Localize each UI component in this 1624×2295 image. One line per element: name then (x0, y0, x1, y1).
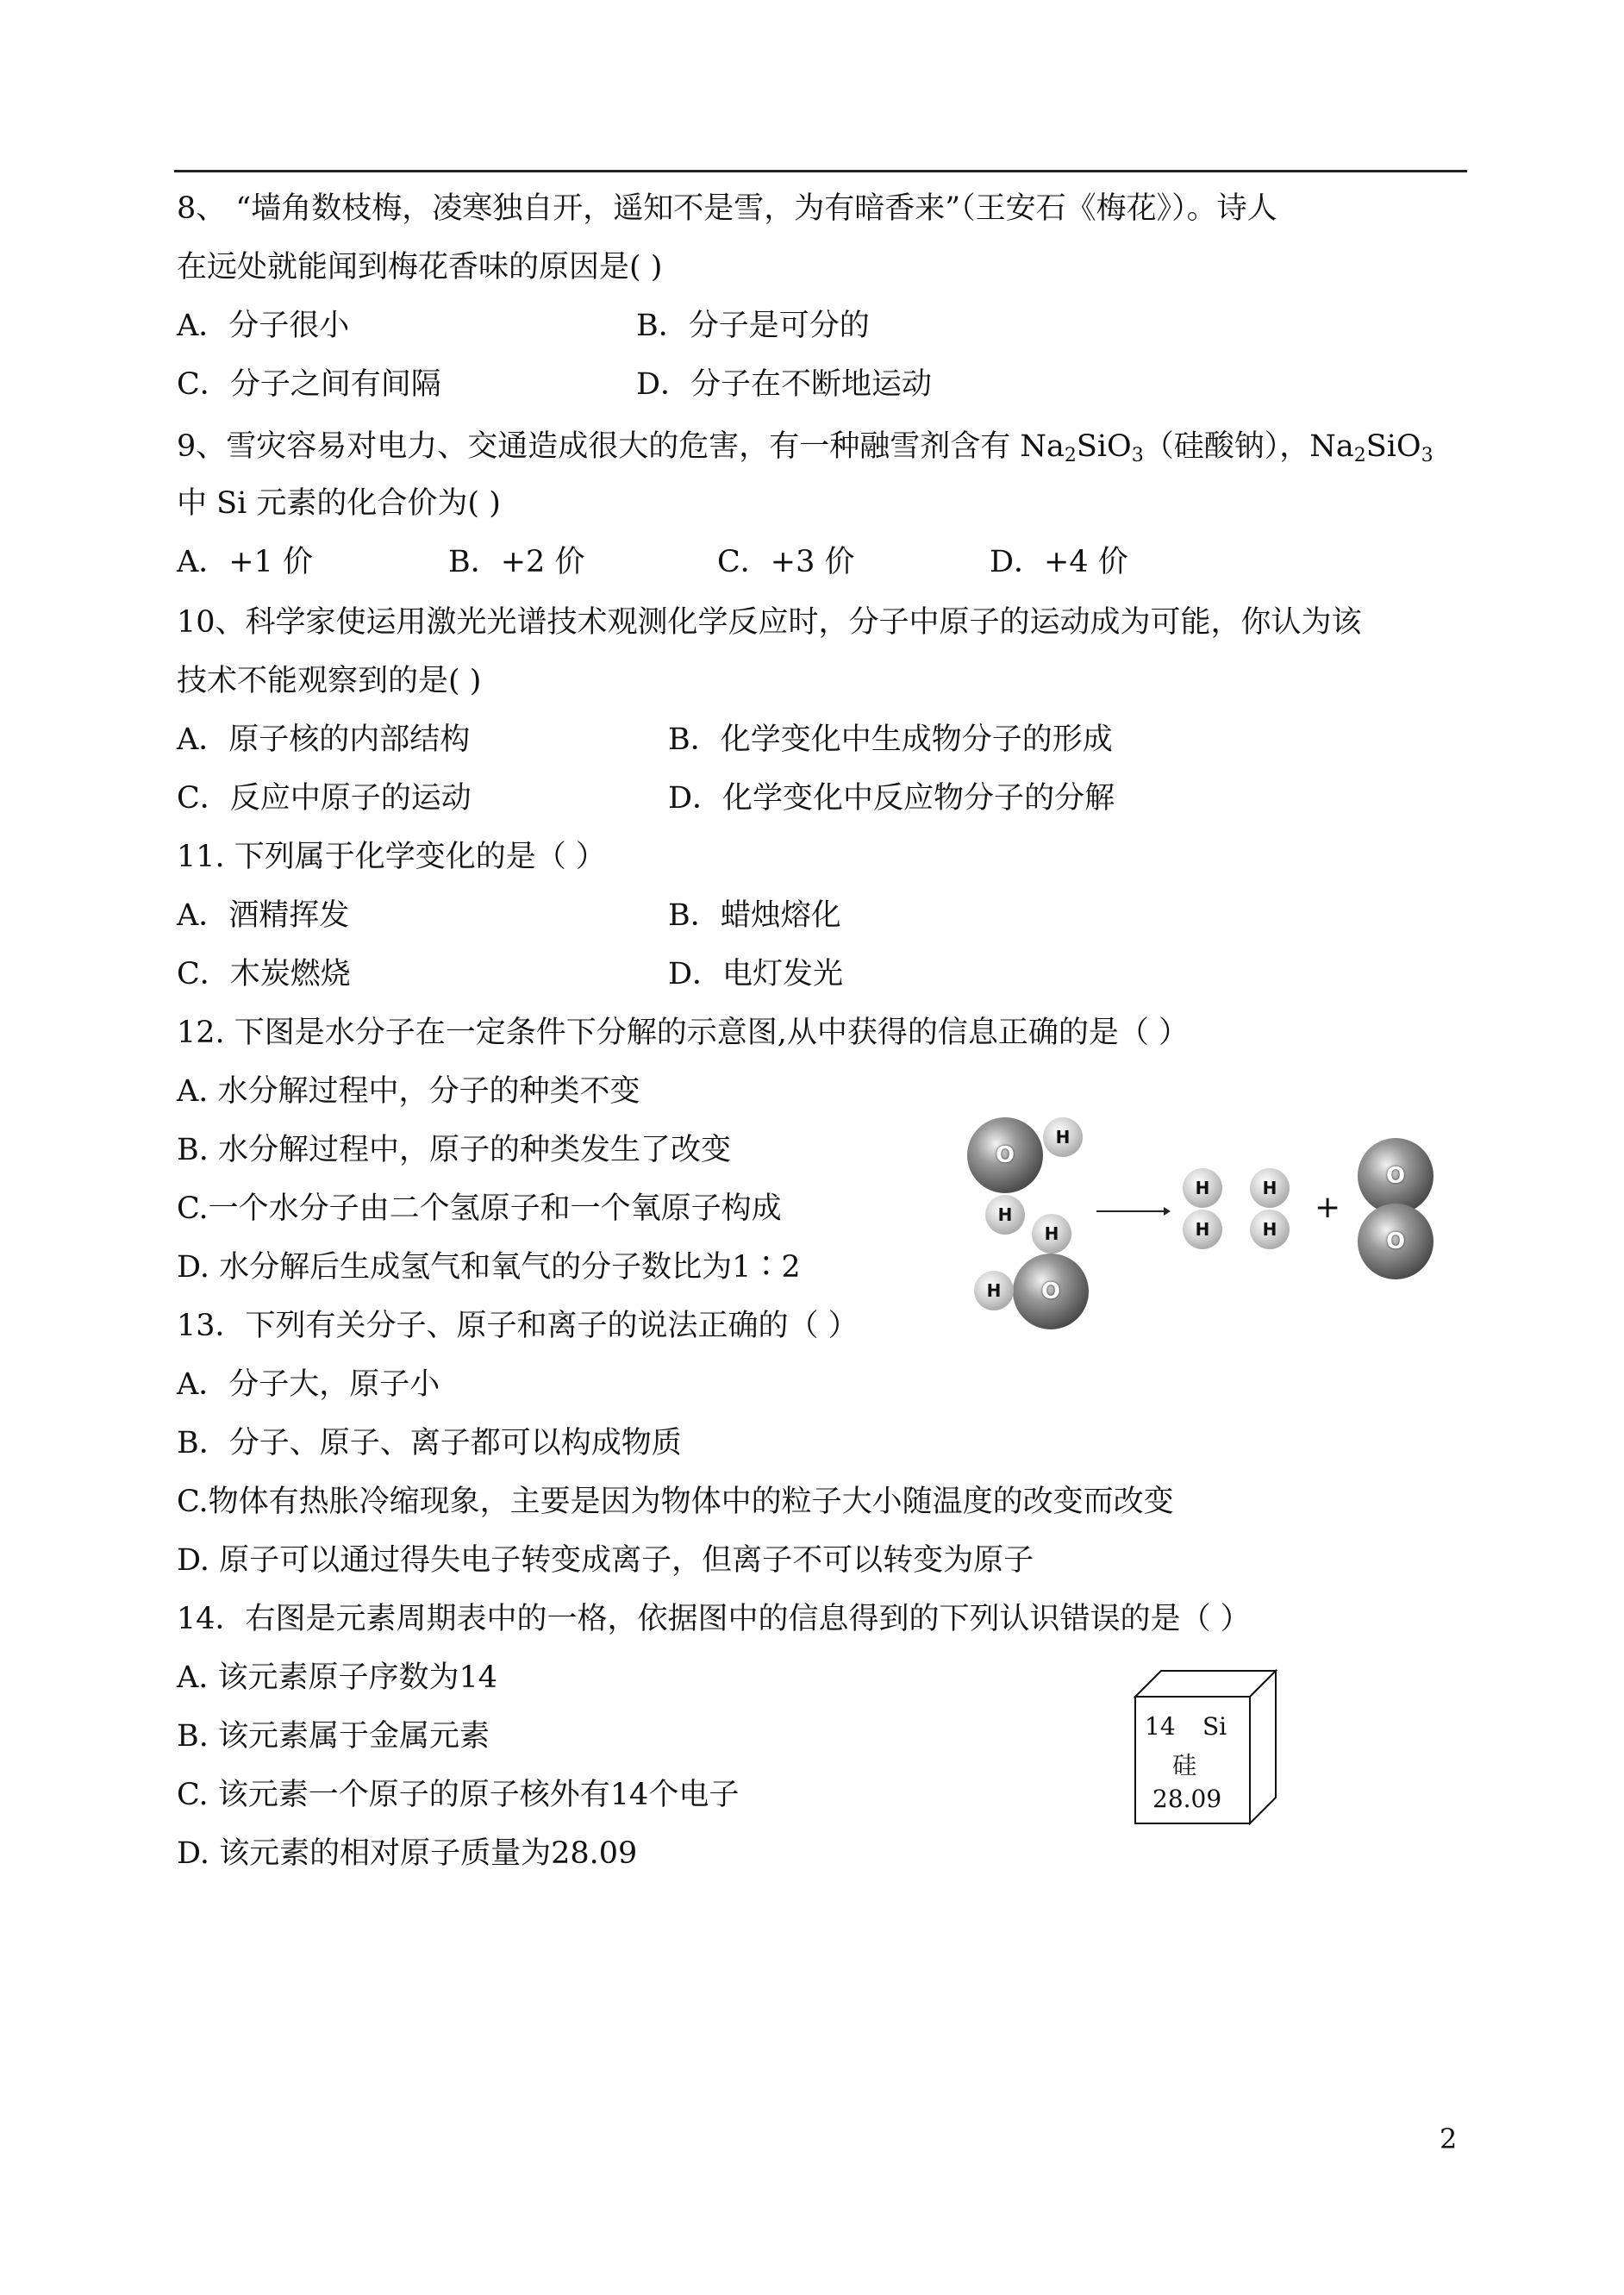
q9-stem-line1: 9、雪灾容易对电力、交通造成很大的危害，有一种融雪剂含有 $Na_2SiO_3$（硅酸钠），$Na_2SiO_3$ (177, 429, 1433, 466)
hydrogen-atom: H (1183, 1210, 1222, 1249)
q11-option-b: B．蜡烛熔化 (668, 898, 841, 933)
oxygen-atom: O (1358, 1204, 1433, 1279)
q14-option-a: A. 该元素原子序数为14 (177, 1660, 498, 1695)
q14-option-c: C. 该元素一个原子的原子核外有14个电子 (177, 1778, 740, 1812)
q8-stem-line1: 8、 “墙角数枝梅，凌寒独自开，遥知不是雪，为有暗香来”（王安石《梅花》）。诗人 (177, 191, 1277, 226)
q12-option-d: D. 水分解后生成氢气和氧气的分子数比为1∶2 (177, 1250, 801, 1285)
q8-stem-line2: 在远处就能闻到梅花香味的原因是( ) (177, 250, 663, 285)
q11-option-a: A．酒精挥发 (177, 898, 350, 933)
q13-option-d: D. 原子可以通过得失电子转变成离子，但离子不可以转变为原子 (177, 1543, 1034, 1578)
q14-stem: 14．右图是元素周期表中的一格，依据图中的信息得到的下列认识错误的是（ ） (177, 1602, 1251, 1636)
q13-stem: 13．下列有关分子、原子和离子的说法正确的（ ） (177, 1309, 859, 1343)
q12-option-a: A. 水分解过程中，分子的种类不变 (177, 1074, 640, 1109)
q14-option-b: B. 该元素属于金属元素 (177, 1719, 490, 1754)
q8-option-a: A．分子很小 (177, 309, 350, 343)
hydrogen-atom: H (1043, 1117, 1083, 1157)
hydrogen-atom: H (1183, 1168, 1222, 1208)
q10-option-b: B．化学变化中生成物分子的形成 (668, 722, 1113, 757)
q13-option-c: C.物体有热胀冷缩现象，主要是因为物体中的粒子大小随温度的改变而改变 (177, 1485, 1174, 1519)
reaction-arrow-icon (1095, 1203, 1172, 1220)
q8-option-c: C．分子之间有间隔 (177, 367, 441, 402)
hydrogen-atom: H (1032, 1214, 1071, 1254)
hydrogen-atom: H (974, 1271, 1014, 1310)
oxygen-atom: O (1013, 1254, 1089, 1329)
hydrogen-atom: H (1250, 1168, 1290, 1208)
atomic-mass: 28.09 (1152, 1785, 1222, 1813)
top-rule (174, 170, 1467, 172)
plus-sign: + (1315, 1190, 1341, 1225)
element-symbol: Si (1202, 1712, 1227, 1741)
hydrogen-atom: H (985, 1195, 1025, 1235)
q11-option-d: D．电灯发光 (668, 957, 844, 991)
q10-stem-line1: 10、科学家使运用激光光谱技术观测化学反应时，分子中原子的运动成为可能，你认为该 (177, 605, 1362, 640)
q10-stem-line2: 技术不能观察到的是( ) (177, 664, 482, 698)
atomic-number: 14 (1145, 1712, 1176, 1741)
q12-option-c: C.一个水分子由二个氢原子和一个氧原子构成 (177, 1191, 782, 1226)
q10-option-c: C．反应中原子的运动 (177, 781, 472, 816)
q9-option-d: D．+4 价 (990, 545, 1128, 579)
q8-option-d: D．分子在不断地运动 (636, 367, 933, 402)
q13-option-b: B．分子、原子、离子都可以构成物质 (177, 1426, 682, 1460)
element-name: 硅 (1172, 1751, 1197, 1779)
q13-option-a: A．分子大，原子小 (177, 1367, 440, 1402)
q9-option-c: C．+3 价 (717, 545, 855, 579)
q9-option-b: B．+2 价 (448, 545, 585, 579)
q9-option-a: A．+1 价 (177, 545, 313, 579)
q9-stem-line2: 中 Si 元素的化合价为( ) (177, 486, 501, 521)
hydrogen-atom: H (1250, 1210, 1290, 1249)
q10-option-d: D．化学变化中反应物分子的分解 (668, 781, 1115, 816)
q14-option-d: D. 该元素的相对原子质量为28.09 (177, 1836, 638, 1871)
q8-option-b: B．分子是可分的 (636, 309, 870, 343)
q11-option-c: C．木炭燃烧 (177, 957, 351, 991)
q11-stem: 11. 下列属于化学变化的是（ ） (177, 840, 606, 874)
q10-option-a: A．原子核的内部结构 (177, 722, 471, 757)
oxygen-atom: O (967, 1117, 1043, 1193)
q12-stem: 12. 下图是水分子在一定条件下分解的示意图,从中获得的信息正确的是（ ） (177, 1016, 1190, 1050)
q12-option-b: B. 水分解过程中，原子的种类发生了改变 (177, 1133, 731, 1167)
oxygen-atom: O (1358, 1138, 1433, 1214)
page-number: 2 (1440, 2123, 1458, 2155)
